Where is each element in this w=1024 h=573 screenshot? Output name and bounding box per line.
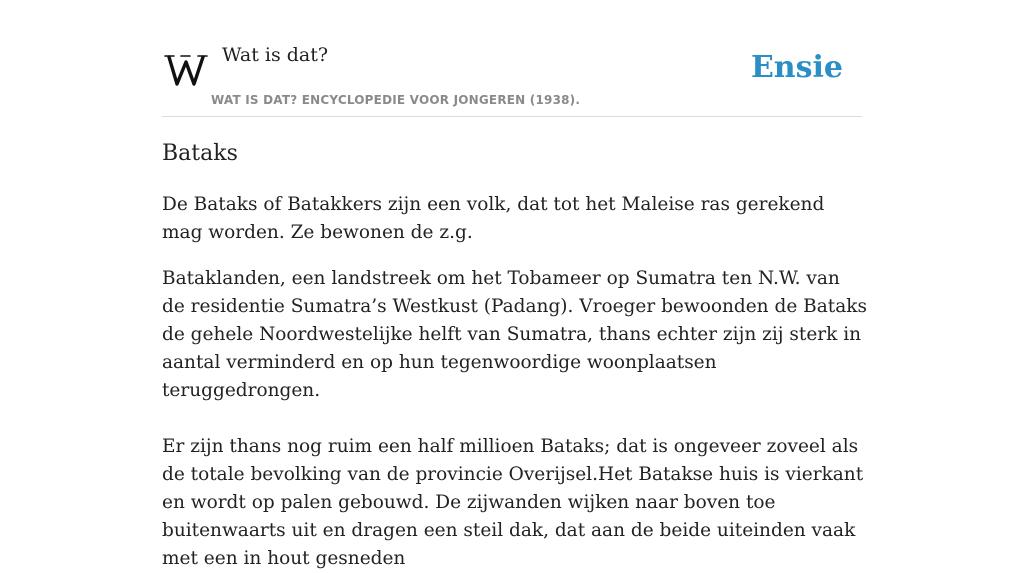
source-title[interactable]: Wat is dat? (222, 44, 329, 66)
article-paragraph-1: De Bataks of Batakkers zijn een volk, dat tot het Maleise ras gerekend mag worden. Ze bewonen de z.g. (162, 194, 825, 243)
source-subtitle: WAT IS DAT? ENCYCLOPEDIE VOOR JONGEREN (1938). (211, 93, 581, 107)
article-paragraph-3: Er zijn thans nog ruim een half millioen Bataks; dat is ongeveer zoveel als de totale bevolking van de provincie Overijsel.Het Batakse huis is vierkant en wordt op palen gebouwd. De zijwanden wijken naar boven toe buitenwaarts uit en dragen een steil dak, dat aan de beide uiteinden vaak met een in hout gesneden (162, 436, 864, 569)
article (162, 138, 867, 573)
header (162, 0, 862, 117)
brand-logo[interactable]: Ensie (750, 50, 843, 85)
article-paragraph-2: Bataklanden, een landstreek om het Tobameer op Sumatra ten N.W. van de residentie Sumatra’s Westkust (Padang). Vroeger bewoonden de Bataks de gehele Noordwestelijke helft van Sumatra, thans echter zijn zij sterk in aantal verminderd en op hun tegenwoordige woonplaatsen teruggedrongen. (162, 268, 867, 401)
article-title: Bataks (162, 141, 238, 166)
wikipedia-w-icon[interactable] (164, 50, 208, 90)
